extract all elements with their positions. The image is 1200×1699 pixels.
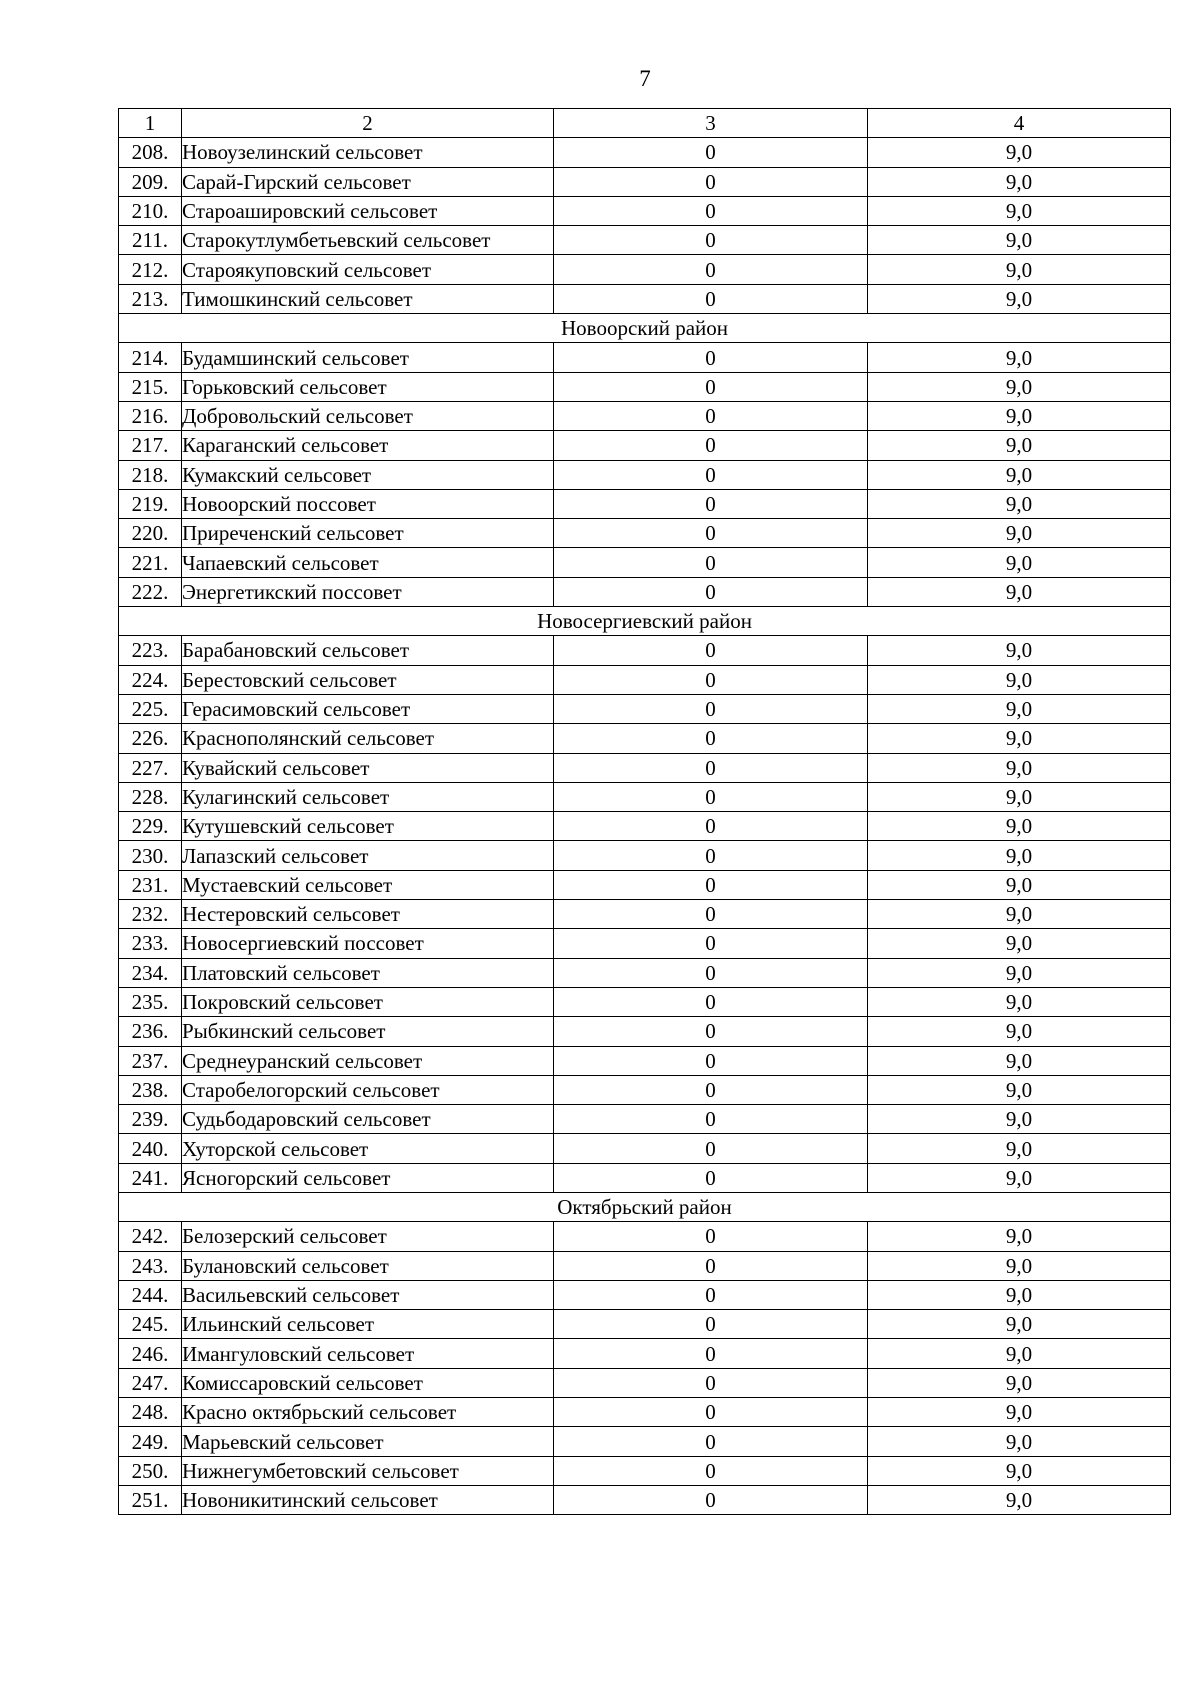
value-col-4: 9,0	[868, 138, 1171, 167]
district-section-row	[119, 1192, 1171, 1221]
row-number: 249.	[119, 1427, 182, 1456]
table-row	[119, 1310, 1171, 1339]
value-col-3: 0	[554, 958, 868, 987]
value-col-4: 9,0	[868, 1368, 1171, 1397]
council-name: Старобелогорский сельсовет	[182, 1075, 554, 1104]
table-row	[119, 431, 1171, 460]
row-number: 211.	[119, 226, 182, 255]
table-row	[119, 577, 1171, 606]
council-name: Добровольский сельсовет	[182, 401, 554, 430]
row-number: 233.	[119, 929, 182, 958]
row-number: 223.	[119, 636, 182, 665]
value-col-4: 9,0	[868, 1251, 1171, 1280]
value-col-4: 9,0	[868, 1456, 1171, 1485]
value-col-4: 9,0	[868, 694, 1171, 723]
row-number: 242.	[119, 1222, 182, 1251]
row-number: 217.	[119, 431, 182, 460]
value-col-3: 0	[554, 226, 868, 255]
value-col-3: 0	[554, 196, 868, 225]
row-number: 215.	[119, 372, 182, 401]
row-number: 243.	[119, 1251, 182, 1280]
value-col-3: 0	[554, 519, 868, 548]
value-col-4: 9,0	[868, 1310, 1171, 1339]
council-name: Марьевский сельсовет	[182, 1427, 554, 1456]
value-col-3: 0	[554, 1368, 868, 1397]
table-row	[119, 1046, 1171, 1075]
council-name: Кувайский сельсовет	[182, 753, 554, 782]
value-col-4: 9,0	[868, 753, 1171, 782]
value-col-3: 0	[554, 870, 868, 899]
table-row	[119, 401, 1171, 430]
row-number: 226.	[119, 724, 182, 753]
council-name: Тимошкинский сельсовет	[182, 284, 554, 313]
table-row	[119, 753, 1171, 782]
data-table	[118, 108, 1171, 1515]
value-col-3: 0	[554, 255, 868, 284]
table-body	[119, 109, 1171, 1515]
council-name: Будамшинский сельсовет	[182, 343, 554, 372]
value-col-3: 0	[554, 841, 868, 870]
council-name: Комиссаровский сельсовет	[182, 1368, 554, 1397]
table-row	[119, 694, 1171, 723]
row-number: 250.	[119, 1456, 182, 1485]
row-number: 239.	[119, 1105, 182, 1134]
council-name: Герасимовский сельсовет	[182, 694, 554, 723]
table-row	[119, 255, 1171, 284]
value-col-3: 0	[554, 1163, 868, 1192]
value-col-4: 9,0	[868, 841, 1171, 870]
council-name: Старокутлумбетьевский сельсовет	[182, 226, 554, 255]
table-row	[119, 343, 1171, 372]
council-name: Судьбодаровский сельсовет	[182, 1105, 554, 1134]
value-col-3: 0	[554, 401, 868, 430]
table-row	[119, 167, 1171, 196]
row-number: 220.	[119, 519, 182, 548]
table-header-row	[119, 109, 1171, 138]
council-name: Новосергиевский поссовет	[182, 929, 554, 958]
table-row	[119, 519, 1171, 548]
value-col-4: 9,0	[868, 987, 1171, 1016]
council-name: Горьковский сельсовет	[182, 372, 554, 401]
value-col-3: 0	[554, 460, 868, 489]
row-number: 251.	[119, 1485, 182, 1514]
council-name: Красно октябрьский сельсовет	[182, 1398, 554, 1427]
value-col-4: 9,0	[868, 577, 1171, 606]
table-row	[119, 1427, 1171, 1456]
value-col-3: 0	[554, 489, 868, 518]
row-number: 218.	[119, 460, 182, 489]
value-col-3: 0	[554, 929, 868, 958]
value-col-4: 9,0	[868, 460, 1171, 489]
page-number: 7	[639, 66, 651, 91]
council-name: Платовский сельсовет	[182, 958, 554, 987]
table-row	[119, 841, 1171, 870]
council-name: Булановский сельсовет	[182, 1251, 554, 1280]
council-name: Энергетикский поссовет	[182, 577, 554, 606]
row-number: 209.	[119, 167, 182, 196]
value-col-3: 0	[554, 167, 868, 196]
council-name: Кутушевский сельсовет	[182, 812, 554, 841]
value-col-4: 9,0	[868, 226, 1171, 255]
value-col-4: 9,0	[868, 431, 1171, 460]
council-name: Рыбкинский сельсовет	[182, 1017, 554, 1046]
council-name: Барабановский сельсовет	[182, 636, 554, 665]
value-col-3: 0	[554, 1251, 868, 1280]
table-row	[119, 1017, 1171, 1046]
value-col-3: 0	[554, 1075, 868, 1104]
value-col-3: 0	[554, 1046, 868, 1075]
table-row	[119, 1134, 1171, 1163]
value-col-4: 9,0	[868, 1339, 1171, 1368]
row-number: 227.	[119, 753, 182, 782]
table-row	[119, 870, 1171, 899]
table-row	[119, 900, 1171, 929]
row-number: 210.	[119, 196, 182, 225]
row-number: 237.	[119, 1046, 182, 1075]
table-row	[119, 1368, 1171, 1397]
value-col-4: 9,0	[868, 782, 1171, 811]
value-col-4: 9,0	[868, 1163, 1171, 1192]
council-name: Староякуповский сельсовет	[182, 255, 554, 284]
header-col-2: 2	[182, 109, 554, 138]
value-col-4: 9,0	[868, 1105, 1171, 1134]
value-col-3: 0	[554, 1398, 868, 1427]
value-col-3: 0	[554, 987, 868, 1016]
table-row	[119, 958, 1171, 987]
table-row	[119, 284, 1171, 313]
table-row	[119, 1339, 1171, 1368]
value-col-4: 9,0	[868, 284, 1171, 313]
table-row	[119, 460, 1171, 489]
value-col-4: 9,0	[868, 1427, 1171, 1456]
council-name: Чапаевский сельсовет	[182, 548, 554, 577]
district-title: Новосергиевский район	[119, 607, 1171, 636]
table-row	[119, 1485, 1171, 1514]
value-col-3: 0	[554, 900, 868, 929]
council-name: Нестеровский сельсовет	[182, 900, 554, 929]
value-col-3: 0	[554, 138, 868, 167]
value-col-4: 9,0	[868, 255, 1171, 284]
value-col-4: 9,0	[868, 519, 1171, 548]
row-number: 229.	[119, 812, 182, 841]
council-name: Среднеуранский сельсовет	[182, 1046, 554, 1075]
table-row	[119, 929, 1171, 958]
table-row	[119, 1105, 1171, 1134]
table-row	[119, 1280, 1171, 1309]
table-row	[119, 196, 1171, 225]
row-number: 230.	[119, 841, 182, 870]
value-col-4: 9,0	[868, 1485, 1171, 1514]
row-number: 213.	[119, 284, 182, 313]
row-number: 235.	[119, 987, 182, 1016]
value-col-3: 0	[554, 665, 868, 694]
row-number: 244.	[119, 1280, 182, 1309]
row-number: 221.	[119, 548, 182, 577]
value-col-3: 0	[554, 548, 868, 577]
row-number: 214.	[119, 343, 182, 372]
table-row	[119, 1222, 1171, 1251]
value-col-4: 9,0	[868, 958, 1171, 987]
value-col-4: 9,0	[868, 636, 1171, 665]
council-name: Мустаевский сельсовет	[182, 870, 554, 899]
row-number: 240.	[119, 1134, 182, 1163]
row-number: 222.	[119, 577, 182, 606]
row-number: 234.	[119, 958, 182, 987]
value-col-3: 0	[554, 724, 868, 753]
value-col-3: 0	[554, 636, 868, 665]
table-row	[119, 636, 1171, 665]
value-col-4: 9,0	[868, 343, 1171, 372]
council-name: Новоорский поссовет	[182, 489, 554, 518]
table-row	[119, 1163, 1171, 1192]
value-col-4: 9,0	[868, 665, 1171, 694]
council-name: Новоузелинский сельсовет	[182, 138, 554, 167]
table-row	[119, 489, 1171, 518]
value-col-3: 0	[554, 1280, 868, 1309]
row-number: 238.	[119, 1075, 182, 1104]
value-col-3: 0	[554, 782, 868, 811]
table-row	[119, 372, 1171, 401]
value-col-4: 9,0	[868, 1398, 1171, 1427]
value-col-4: 9,0	[868, 1017, 1171, 1046]
district-section-row	[119, 314, 1171, 343]
row-number: 216.	[119, 401, 182, 430]
value-col-3: 0	[554, 1427, 868, 1456]
value-col-3: 0	[554, 284, 868, 313]
row-number: 245.	[119, 1310, 182, 1339]
table-row	[119, 1075, 1171, 1104]
row-number: 225.	[119, 694, 182, 723]
table-row	[119, 665, 1171, 694]
table-row	[119, 724, 1171, 753]
value-col-4: 9,0	[868, 401, 1171, 430]
row-number: 246.	[119, 1339, 182, 1368]
council-name: Берестовский сельсовет	[182, 665, 554, 694]
council-name: Кумакский сельсовет	[182, 460, 554, 489]
row-number: 236.	[119, 1017, 182, 1046]
row-number: 231.	[119, 870, 182, 899]
table-row	[119, 226, 1171, 255]
value-col-3: 0	[554, 372, 868, 401]
value-col-3: 0	[554, 1339, 868, 1368]
council-name: Покровский сельсовет	[182, 987, 554, 1016]
row-number: 208.	[119, 138, 182, 167]
header-col-4: 4	[868, 109, 1171, 138]
council-name: Белозерский сельсовет	[182, 1222, 554, 1251]
table-row	[119, 1251, 1171, 1280]
row-number: 212.	[119, 255, 182, 284]
header-col-3: 3	[554, 109, 868, 138]
value-col-4: 9,0	[868, 548, 1171, 577]
value-col-4: 9,0	[868, 929, 1171, 958]
value-col-3: 0	[554, 694, 868, 723]
row-number: 247.	[119, 1368, 182, 1397]
council-name: Хуторской сельсовет	[182, 1134, 554, 1163]
value-col-3: 0	[554, 577, 868, 606]
value-col-4: 9,0	[868, 870, 1171, 899]
value-col-4: 9,0	[868, 196, 1171, 225]
value-col-3: 0	[554, 343, 868, 372]
council-name: Новоникитинский сельсовет	[182, 1485, 554, 1514]
table-row	[119, 782, 1171, 811]
value-col-4: 9,0	[868, 167, 1171, 196]
council-name: Нижнегумбетовский сельсовет	[182, 1456, 554, 1485]
council-name: Ясногорский сельсовет	[182, 1163, 554, 1192]
council-name: Имангуловский сельсовет	[182, 1339, 554, 1368]
value-col-3: 0	[554, 431, 868, 460]
council-name: Лапазский сельсовет	[182, 841, 554, 870]
value-col-4: 9,0	[868, 372, 1171, 401]
council-name: Васильевский сельсовет	[182, 1280, 554, 1309]
value-col-3: 0	[554, 1017, 868, 1046]
row-number: 241.	[119, 1163, 182, 1192]
table-row	[119, 812, 1171, 841]
council-name: Ильинский сельсовет	[182, 1310, 554, 1339]
council-name: Приреченский сельсовет	[182, 519, 554, 548]
value-col-4: 9,0	[868, 1075, 1171, 1104]
row-number: 224.	[119, 665, 182, 694]
row-number: 248.	[119, 1398, 182, 1427]
council-name: Кулагинский сельсовет	[182, 782, 554, 811]
table-row	[119, 1398, 1171, 1427]
district-title: Новоорский район	[119, 314, 1171, 343]
table-row	[119, 1456, 1171, 1485]
value-col-3: 0	[554, 1105, 868, 1134]
table-row	[119, 138, 1171, 167]
council-name: Староашировский сельсовет	[182, 196, 554, 225]
district-section-row	[119, 607, 1171, 636]
council-name: Караганский сельсовет	[182, 431, 554, 460]
header-col-1: 1	[119, 109, 182, 138]
value-col-3: 0	[554, 1485, 868, 1514]
district-title: Октябрьский район	[119, 1192, 1171, 1221]
table-row	[119, 548, 1171, 577]
row-number: 219.	[119, 489, 182, 518]
row-number: 232.	[119, 900, 182, 929]
value-col-4: 9,0	[868, 724, 1171, 753]
value-col-4: 9,0	[868, 1046, 1171, 1075]
council-name: Сарай-Гирский сельсовет	[182, 167, 554, 196]
value-col-3: 0	[554, 1134, 868, 1163]
row-number: 228.	[119, 782, 182, 811]
value-col-3: 0	[554, 812, 868, 841]
value-col-4: 9,0	[868, 1134, 1171, 1163]
value-col-3: 0	[554, 753, 868, 782]
council-name: Краснополянский сельсовет	[182, 724, 554, 753]
value-col-4: 9,0	[868, 1222, 1171, 1251]
value-col-3: 0	[554, 1310, 868, 1339]
value-col-4: 9,0	[868, 489, 1171, 518]
value-col-4: 9,0	[868, 812, 1171, 841]
table-row	[119, 987, 1171, 1016]
value-col-3: 0	[554, 1456, 868, 1485]
value-col-3: 0	[554, 1222, 868, 1251]
value-col-4: 9,0	[868, 1280, 1171, 1309]
value-col-4: 9,0	[868, 900, 1171, 929]
